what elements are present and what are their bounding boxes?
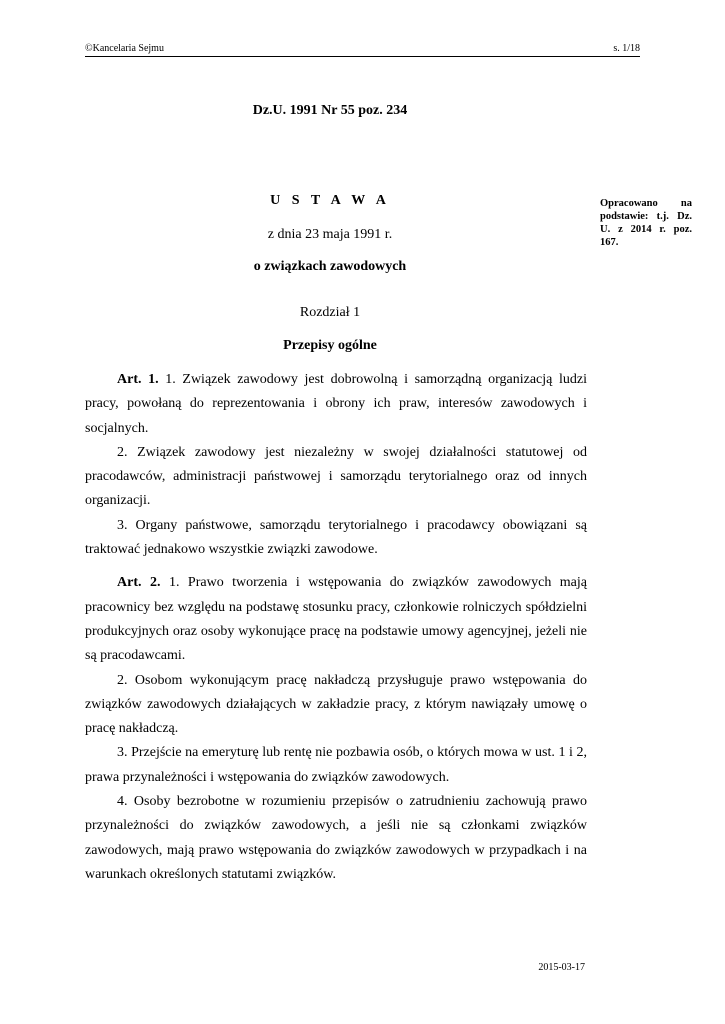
footer-date: 2015-03-17: [538, 962, 585, 973]
article-2-paragraph-3: 3. Przejście na emeryturę lub rentę nie pozbawia osób, o których mowa w ust. 1 i 2, prawa przynależności i wstępowania do związków zawodowych.: [85, 745, 587, 785]
act-subject: o związkach zawodowych: [253, 259, 407, 274]
act-type: U S T A W A: [270, 193, 390, 208]
paragraph-text: 1. Związek zawodowy jest dobrowolną i samorządną organizacją ludzi pracy, powołaną do reprezentowania i obrony ich praw, interesów zawodowych i socjalnych.: [85, 372, 587, 436]
chapter-title: Przepisy ogólne: [283, 338, 377, 353]
act-date: z dnia 23 maja 1991 r.: [267, 227, 393, 242]
document-body: [85, 368, 587, 887]
publisher-label: ©Kancelaria Sejmu: [85, 43, 164, 54]
article-2-paragraph-2: 2. Osobom wykonującym pracę nakładczą przysługuje prawo wstępowania do związków zawodowych działających w zakładzie pracy, z którym nawiązały umowę o pracę nakładczą.: [85, 672, 587, 737]
article-1-paragraph-2: 2. Związek zawodowy jest niezależny w swojej działalności statutowej od pracodawców, administracji państwowej i samorządu terytorialnego oraz od innych organizacji.: [85, 444, 587, 509]
article-1-label: Art. 1.: [117, 372, 159, 387]
journal-reference: Dz.U. 1991 Nr 55 poz. 234: [252, 103, 408, 118]
article-1-paragraph-1: [85, 368, 587, 441]
article-1-paragraph-3: 3. Organy państwowe, samorządu terytorialnego i pracodawcy obowiązani są traktować jednakowo wszystkie związki zawodowe.: [85, 517, 587, 558]
article-2-label: Art. 2.: [117, 575, 161, 591]
source-note: Opracowano na podstawie: t.j. Dz. U. z 2014 r. poz. 167.: [600, 198, 692, 248]
article-2-paragraph-4: 4. Osoby bezrobotne w rozumieniu przepisów o zatrudnieniu zachowują prawo przynależności do związków zawodowych, a jeśli nie są członkami związków zawodowych, mają prawo wstępowania do związków zawodowych w przypadkach i na warunkach określonych statutami związków.: [85, 794, 587, 882]
page-number: s. 1/18: [613, 43, 640, 54]
paragraph-text: 1. Prawo tworzenia i wstępowania do związków zawodowych mają pracownicy bez względu na podstawę stosunku pracy, członkowie rolniczych spółdzielni produkcyjnych oraz osoby wykonujące pracę na podstawie umowy agencyjnej, jeżeli nie są pracodawcami.: [85, 575, 587, 664]
chapter-number: Rozdział 1: [299, 305, 361, 320]
article-2-paragraph-1: [85, 571, 587, 668]
page-header: [85, 43, 640, 57]
